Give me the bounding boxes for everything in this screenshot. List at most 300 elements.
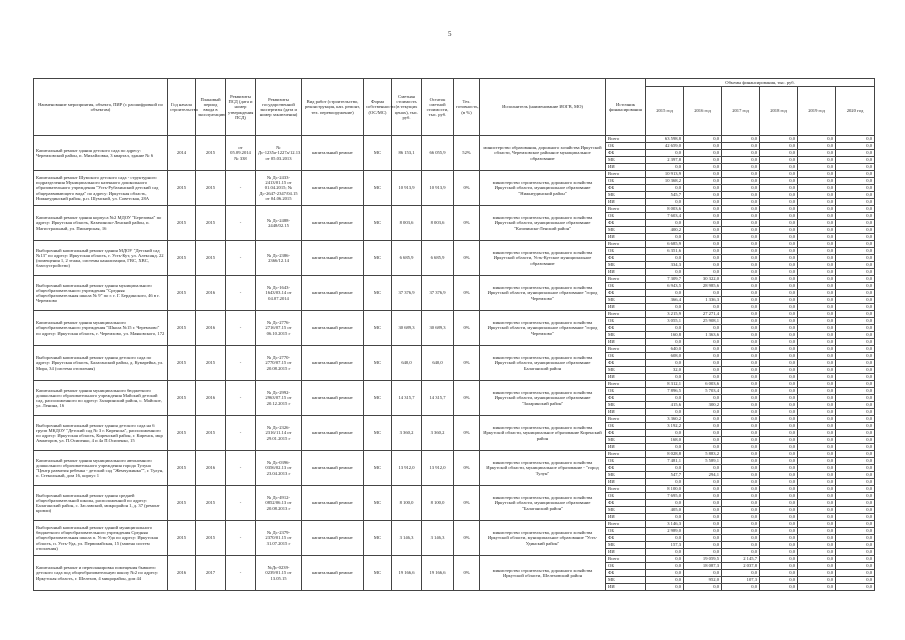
funding-value-cell: 0,0 [722,150,760,157]
start-year-cell: 2015 [168,241,196,276]
plan-period-cell: 2015 [196,416,226,451]
funding-value-cell: 0,0 [798,290,836,297]
funding-value-cell: 0,0 [722,437,760,444]
funding-value-cell: 294,1 [684,472,722,479]
ownership-cell: МС [364,556,392,591]
funding-value-cell: 0,0 [722,493,760,500]
funding-value-cell: 0,0 [684,584,722,591]
executor-cell: министерство строительства, дорожного хозяйства Иркутской области, Шелеховский район [480,556,606,591]
header-year: 2019 год [798,87,836,136]
executor-cell: министерство строительства, дорожного хозяйства Иркутской области, муниципальное образование - "город Тулун" [480,451,606,486]
table-row [34,206,875,213]
object-name-cell: Капитальный ремонт Шумского детского сада - структурного подразделения Муниципального казенного дошкольного образовательного учреждения "Усть-Рубахинский детский сад общеразвивающего вида" по адресу: Иркутская область, Нижнеудинский район, р.п. Шумский, ул. Советская, 28А [34,171,168,206]
funding-value-cell: 0,0 [646,185,684,192]
funding-value-cell: 0,0 [646,325,684,332]
start-year-cell: 2015 [168,416,196,451]
psd-details-cell: - [226,276,256,311]
object-name-cell: Капитальный ремонт здания детского сада по адресу: Черемховский район, п. Михайловка, 3 квартал, здание № 6 [34,136,168,171]
readiness-cell: 0% [454,311,480,346]
funding-value-cell: 0,0 [836,563,875,570]
funding-value-cell: 0,0 [684,234,722,241]
table-row [34,136,875,143]
funding-value-cell: 0,0 [646,304,684,311]
funding-value-cell: 0,0 [760,437,798,444]
funding-value-cell: 0,0 [798,353,836,360]
funding-source-cell: Всего [606,381,646,388]
funding-value-cell: 0,0 [760,507,798,514]
funding-source-cell: МБ [606,192,646,199]
funding-value-cell: 0,0 [684,444,722,451]
expertise-details-cell: № Дс-1643-1643/03.14 от 04.07.2014 [256,276,302,311]
expertise-details-cell: № Дс-0396-0356/02.13 от 23.04.2013 г [256,451,302,486]
funding-value-cell: 0,0 [760,374,798,381]
funding-value-cell: 0,0 [760,227,798,234]
estimate-cost-cell: 8 100,0 [392,486,422,521]
funding-value-cell: 0,0 [722,423,760,430]
funding-value-cell: 0,0 [646,255,684,262]
funding-value-cell: 0,0 [836,437,875,444]
estimate-cost-cell: 37 376,9 [392,276,422,311]
funding-value-cell: 0,0 [684,178,722,185]
funding-value-cell: 0,0 [798,472,836,479]
funding-value-cell: 0,0 [760,577,798,584]
funding-value-cell: 0,0 [760,171,798,178]
funding-value-cell: 0,0 [798,409,836,416]
start-year-cell: 2015 [168,206,196,241]
funding-source-cell: ОБ [606,283,646,290]
funding-value-cell: 0,0 [722,416,760,423]
funding-value-cell: 0,0 [836,185,875,192]
ownership-cell: МС [364,486,392,521]
funding-value-cell: 547,7 [646,472,684,479]
funding-value-cell: 0,0 [722,318,760,325]
funding-value-cell: 0,0 [836,199,875,206]
header-year: 2017 год [722,87,760,136]
page-number: 5 [448,30,452,38]
balance-cost-cell: 66 055,9 [422,136,454,171]
table-row [34,171,875,178]
funding-value-cell: 0,0 [722,269,760,276]
funding-value-cell: 0,0 [836,346,875,353]
funding-value-cell: 0,0 [760,290,798,297]
funding-value-cell: 0,0 [722,402,760,409]
funding-value-cell: 0,0 [722,521,760,528]
ownership-cell: МС [364,276,392,311]
funding-value-cell: 0,0 [646,465,684,472]
start-year-cell: 2015 [168,276,196,311]
funding-value-cell: 0,0 [760,430,798,437]
funding-source-cell: ФБ [606,325,646,332]
funding-value-cell: 0,0 [836,465,875,472]
funding-source-cell: ФБ [606,430,646,437]
funding-value-cell: 0,0 [798,332,836,339]
funding-value-cell: 28 985,6 [684,283,722,290]
funding-value-cell: 640,0 [646,346,684,353]
funding-value-cell: 0,0 [798,528,836,535]
funding-value-cell: 0,0 [722,297,760,304]
psd-details-cell: - [226,556,256,591]
funding-value-cell: 0,0 [760,556,798,563]
funding-value-cell: 30 322,0 [684,276,722,283]
funding-value-cell: 0,0 [646,360,684,367]
expertise-details-cell: № Дс-4912-0852/06.13 от 20.08.2013 г [256,486,302,521]
psd-details-cell: - [226,521,256,556]
table-row [34,346,875,353]
funding-value-cell: 0,0 [760,143,798,150]
balance-cost-cell: 3 146,3 [422,521,454,556]
funding-value-cell: 0,0 [684,290,722,297]
psd-details-cell: - [226,346,256,381]
funding-value-cell: 0,0 [760,234,798,241]
table-row [34,381,875,388]
expertise-details-cell: № Дс-2992-2963/07.15 от 20.12.2015 г [256,381,302,416]
funding-value-cell: 0,0 [722,353,760,360]
funding-value-cell: 0,0 [684,339,722,346]
funding-value-cell: 0,0 [798,262,836,269]
header-estimate: Сметная стоимость (в текущих ценах), тыс. руб. [392,79,422,136]
funding-value-cell: 0,0 [798,276,836,283]
header-work-type: Вид работ (строительство, реконструкция, кап. ремонт, тех. перевооружение) [302,79,364,136]
estimate-cost-cell: 10 913,9 [392,171,422,206]
readiness-cell: 0% [454,171,480,206]
funding-source-cell: ИИ [606,234,646,241]
object-name-cell: Выборочный капитальный ремонт здания детского сада на 6 групп МКДОУ "Детский сад № 3 г. Киренска", расположенного по адресу: Иркутская область, Киренский район, г. Киренск, мкр Авиаторов, ул. П.Осипенко, 4 и 4а П.Осипенко, 15 [34,416,168,451]
funding-source-cell: ФБ [606,535,646,542]
funding-value-cell: 0,0 [760,185,798,192]
funding-value-cell: 0,0 [836,206,875,213]
work-type-cell: капитальный ремонт [302,381,364,416]
object-name-cell: Капитальный ремонт здания корпуса №2 МДОУ "Березовка" по адресу: Иркутская область, Казачинско-Ленский район, п. Магистральный, ул. Пионерская, 16 [34,206,168,241]
funding-source-cell: ОБ [606,213,646,220]
start-year-cell: 2015 [168,521,196,556]
funding-value-cell: 0,0 [760,409,798,416]
estimate-cost-cell: 3 360,2 [392,416,422,451]
funding-value-cell: 6 003,6 [684,381,722,388]
funding-value-cell: 0,0 [836,339,875,346]
header-readiness: Тех. готовность, (в %) [454,79,480,136]
funding-source-cell: Всего [606,486,646,493]
funding-value-cell: 0,0 [722,514,760,521]
readiness-cell: 0% [454,486,480,521]
header-expertise: Реквизиты государственной экспертизы (дата и номер заключения) [256,79,302,136]
ownership-cell: МС [364,311,392,346]
funding-value-cell: 0,0 [836,507,875,514]
funding-value-cell: 0,0 [722,395,760,402]
funding-value-cell: 0,0 [684,430,722,437]
funding-value-cell: 0,0 [646,584,684,591]
funding-value-cell: 545,7 [646,192,684,199]
funding-source-cell: ФБ [606,185,646,192]
funding-value-cell: 0,0 [836,241,875,248]
funding-value-cell: 0,0 [684,479,722,486]
funding-value-cell: 0,0 [760,493,798,500]
funding-value-cell: 0,0 [760,584,798,591]
table-row [34,521,875,528]
funding-value-cell: 0,0 [798,346,836,353]
balance-cost-cell: 8 003,6 [422,206,454,241]
funding-source-cell: ОБ [606,423,646,430]
funding-value-cell: 0,0 [722,234,760,241]
funding-value-cell: 0,0 [836,213,875,220]
funding-value-cell: 0,0 [760,381,798,388]
work-type-cell: капитальный ремонт [302,241,364,276]
funding-value-cell: 0,0 [760,192,798,199]
work-type-cell: капитальный ремонт [302,521,364,556]
funding-value-cell: 0,0 [760,486,798,493]
funding-value-cell: 0,0 [836,549,875,556]
object-name-cell: Выборочный капитальный ремонт зданий муниципального бюджетного общеобразовательного учреждения Средняя общеобразовательная школа п. Усть-Уда по адресу: Иркутская область, п. Усть-Уда, ул. Первомайская, 15 (замена систем отопления) [34,521,168,556]
ownership-cell: МС [364,206,392,241]
header-ownership: Форма собственности (ОС/МС) [364,79,392,136]
funding-value-cell: 0,0 [836,444,875,451]
funding-value-cell: 0,0 [760,157,798,164]
funding-value-cell: 0,0 [798,164,836,171]
funding-value-cell: 0,0 [798,304,836,311]
funding-value-cell: 8 100,0 [646,486,684,493]
funding-value-cell: 157,3 [646,542,684,549]
funding-value-cell: 0,0 [798,479,836,486]
funding-source-cell: ФБ [606,395,646,402]
funding-value-cell: 2 397,8 [646,157,684,164]
funding-value-cell: 0,0 [722,388,760,395]
balance-cost-cell: 19 166,6 [422,556,454,591]
funding-value-cell: 0,0 [722,325,760,332]
start-year-cell: 2015 [168,486,196,521]
balance-cost-cell: 10 913,9 [422,171,454,206]
funding-value-cell: 0,0 [722,178,760,185]
funding-value-cell: 0,0 [760,178,798,185]
funding-source-cell: Всего [606,451,646,458]
funding-value-cell: 0,0 [684,255,722,262]
funding-value-cell: 0,0 [684,157,722,164]
funding-value-cell: 5 703,4 [684,388,722,395]
funding-value-cell: 19 059,5 [684,556,722,563]
funding-value-cell: 0,0 [722,185,760,192]
object-name-cell: Выборочный капитальный ремонт здания муниципального общеобразовательного учреждения "Средняя общеобразовательная школа № 9" по г. г. Г. Бердинского, 46 в г. Черемхово [34,276,168,311]
funding-source-cell: Всего [606,416,646,423]
funding-value-cell: 0,0 [836,283,875,290]
funding-source-cell: МБ [606,472,646,479]
funding-value-cell: 0,0 [684,374,722,381]
funding-value-cell: 0,0 [798,584,836,591]
funding-value-cell: 0,0 [836,367,875,374]
funding-source-cell: МБ [606,157,646,164]
header-funding: Объемы финансирования, тыс. руб. [646,79,875,87]
object-name-cell: Капитальный ремонт здания муниципального общеобразовательного учреждения "Школа №15 г. Черемхово" по адресу: Иркутская область, г. Черемхово, ул. Маяковского, 172 [34,311,168,346]
funding-value-cell: 7 481,1 [646,458,684,465]
funding-value-cell: 0,0 [836,388,875,395]
header-plan-period: Плановый период ввода в эксплуатацию [196,79,226,136]
expertise-details-cell: № Дс-2433-2413/01.15 от 01.04.2015; № Дс-2647-2347/04.15 от 04.06.2015 [256,171,302,206]
funding-value-cell: 0,0 [722,479,760,486]
funding-value-cell: 0,0 [684,213,722,220]
funding-value-cell: 0,0 [760,367,798,374]
funding-value-cell: 0,0 [798,465,836,472]
header-psd: Реквизиты ПСД (дата и номер утверждения ПСД) [226,79,256,136]
funding-value-cell: 0,0 [836,136,875,143]
readiness-cell: 0% [454,276,480,311]
funding-value-cell: 366,4 [646,297,684,304]
funding-value-cell: 0,0 [798,451,836,458]
funding-value-cell: 7 896,5 [646,388,684,395]
funding-value-cell: 0,0 [760,388,798,395]
funding-value-cell: 0,0 [760,563,798,570]
funding-value-cell: 0,0 [760,269,798,276]
funding-value-cell: 0,0 [722,458,760,465]
funding-value-cell: 0,0 [722,374,760,381]
funding-value-cell: 0,0 [760,402,798,409]
funding-value-cell: 0,0 [684,220,722,227]
funding-value-cell: 0,0 [722,290,760,297]
funding-value-cell: 0,0 [760,465,798,472]
funding-value-cell: 0,0 [836,458,875,465]
funding-value-cell: 0,0 [836,535,875,542]
funding-source-cell: ОБ [606,528,646,535]
funding-value-cell: 0,0 [836,220,875,227]
funding-source-cell: ОБ [606,178,646,185]
funding-value-cell: 0,0 [798,241,836,248]
ownership-cell: МС [364,346,392,381]
funding-value-cell: 0,0 [836,381,875,388]
funding-source-cell: ФБ [606,290,646,297]
funding-value-cell: 608,0 [646,353,684,360]
funding-value-cell: 0,0 [760,332,798,339]
header-year: 2020 год [836,87,875,136]
funding-value-cell: 0,0 [646,500,684,507]
funding-value-cell: 7 603,4 [646,213,684,220]
funding-value-cell: 0,0 [646,479,684,486]
funding-value-cell: 0,0 [760,199,798,206]
funding-value-cell: 0,0 [646,374,684,381]
funding-source-cell: Всего [606,276,646,283]
funding-value-cell: 0,0 [684,227,722,234]
funding-value-cell: 0,0 [684,164,722,171]
funding-value-cell: 0,0 [722,157,760,164]
funding-value-cell: 0,0 [722,248,760,255]
funding-value-cell: 0,0 [836,360,875,367]
funding-value-cell: 0,0 [798,507,836,514]
funding-value-cell: 0,0 [798,269,836,276]
funding-value-cell: 0,0 [684,514,722,521]
funding-value-cell: 0,0 [760,500,798,507]
funding-value-cell: 0,0 [684,549,722,556]
funding-value-cell: 0,0 [836,325,875,332]
work-type-cell: капитальный ремонт [302,276,364,311]
header-executor: Исполнитель (наименование ИОГВ, МО) [480,79,606,136]
funding-value-cell: 0,0 [798,311,836,318]
funding-source-cell: ОБ [606,458,646,465]
object-name-cell: Выборочный капитальный ремонт здания средней общеобразовательной школы, расположенной по адресу: Балаганский район, с. Заславский, микрорайон 1, д. 37 (ремонт кровли) [34,486,168,521]
funding-value-cell: 0,0 [798,444,836,451]
funding-value-cell: 0,0 [722,570,760,577]
funding-value-cell: 0,0 [646,269,684,276]
funding-value-cell: 0,0 [798,430,836,437]
funding-source-cell: ИИ [606,339,646,346]
executor-cell: министерство строительства, дорожного хозяйства Иркутской области, муниципальное образование "Казачинско-Ленский район" [480,206,606,241]
table-row [34,241,875,248]
funding-source-cell: Всего [606,206,646,213]
funding-value-cell: 0,0 [760,360,798,367]
funding-value-cell: 0,0 [760,444,798,451]
funding-value-cell: 405,0 [646,507,684,514]
funding-value-cell: 0,0 [722,199,760,206]
funding-value-cell: 0,0 [836,416,875,423]
balance-cost-cell: 8 100,0 [422,486,454,521]
funding-value-cell: 0,0 [836,332,875,339]
funding-value-cell: 0,0 [760,521,798,528]
funding-value-cell: 0,0 [684,325,722,332]
funding-value-cell: 0,0 [722,255,760,262]
psd-details-cell: - [226,206,256,241]
funding-value-cell: 25 908,1 [684,318,722,325]
funding-value-cell: 0,0 [722,381,760,388]
funding-value-cell: 0,0 [646,409,684,416]
funding-value-cell: 0,0 [684,199,722,206]
header-name: Наименование мероприятия, объекта, ПИР (с расшифровкой по объектам) [34,79,168,136]
funding-source-cell: ФБ [606,360,646,367]
funding-value-cell: 0,0 [684,304,722,311]
funding-value-cell: 0,0 [798,143,836,150]
funding-value-cell: 0,0 [836,248,875,255]
funding-value-cell: 0,0 [798,171,836,178]
funding-value-cell: 8 028,8 [646,451,684,458]
funding-value-cell: 0,0 [684,493,722,500]
expertise-details-cell: № Дс-2326-2316/11.14 от 29.01.2015 г [256,416,302,451]
funding-value-cell: 0,0 [836,269,875,276]
funding-value-cell: 0,0 [836,178,875,185]
funding-value-cell: 7 695,0 [646,493,684,500]
funding-value-cell: 0,0 [722,213,760,220]
funding-value-cell: 107,3 [722,577,760,584]
balance-cost-cell: 30 689,3 [422,311,454,346]
funding-value-cell: 0,0 [798,577,836,584]
expertise-details-cell: № Дс-1235а-1227а/12.13 от 05.03.2013 [256,136,302,171]
funding-source-cell: ОБ [606,143,646,150]
funding-value-cell: 0,0 [646,577,684,584]
funding-value-cell: 0,0 [684,465,722,472]
expertise-details-cell: № Дс-2770-2770/07.15 от 20.08.2015 г [256,346,302,381]
funding-value-cell: 0,0 [646,535,684,542]
psd-details-cell: - [226,486,256,521]
funding-source-cell: Всего [606,556,646,563]
funding-value-cell: 0,0 [684,437,722,444]
funding-value-cell: 0,0 [684,507,722,514]
funding-value-cell: 0,0 [684,521,722,528]
funding-source-cell: ИИ [606,444,646,451]
funding-value-cell: 0,0 [798,423,836,430]
funding-value-cell: 0,0 [646,339,684,346]
funding-source-cell: МБ [606,437,646,444]
funding-source-cell: МБ [606,297,646,304]
plan-period-cell: 2015 [196,171,226,206]
funding-value-cell: 0,0 [836,500,875,507]
psd-details-cell: от 05.09.2014 № 338 [226,136,256,171]
funding-value-cell: 0,0 [684,241,722,248]
estimate-cost-cell: 86 153,1 [392,136,422,171]
work-type-cell: капитальный ремонт [302,136,364,171]
ownership-cell: МС [364,381,392,416]
funding-value-cell: 0,0 [836,423,875,430]
funding-value-cell: 0,0 [646,199,684,206]
executor-cell: министерство образования, дорожного хозяйства Иркутской области, Черемховское районное муниципальное образование [480,136,606,171]
funding-value-cell: 0,0 [836,409,875,416]
psd-details-cell: - [226,311,256,346]
funding-value-cell: 0,0 [798,388,836,395]
object-name-cell: Капитальный ремонт и перепланировка помещения бывшего детского сада под общеобразовательную школу №2 по адресу: Иркутская область, г. Шелехов, 4 микрорайон, дом 44 [34,556,168,591]
table-row [34,451,875,458]
funding-value-cell: 63 598,8 [646,136,684,143]
readiness-cell: 0% [454,416,480,451]
